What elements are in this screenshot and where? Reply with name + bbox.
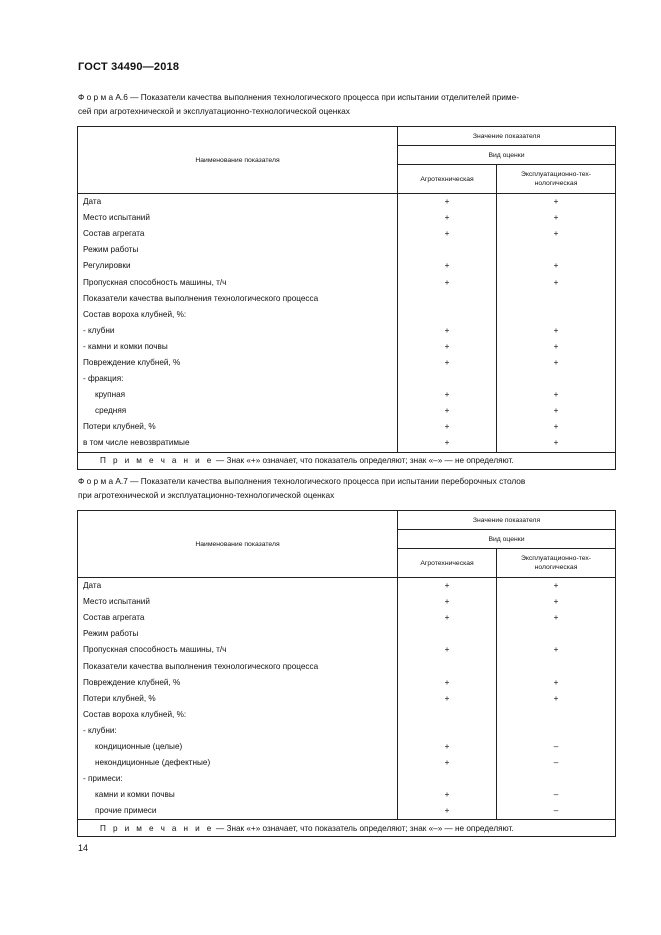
operational-mark: + <box>497 339 616 355</box>
indicator-name: Состав вороха клубней, %: <box>78 707 398 723</box>
form-a7-note <box>78 820 616 837</box>
indicator-name: средняя <box>78 403 398 419</box>
indicator-name: Состав вороха клубней, %: <box>78 307 398 323</box>
agrotechnical-mark: + <box>398 403 497 419</box>
indicator-name: Место испытаний <box>78 594 398 610</box>
operational-mark <box>497 291 616 307</box>
header-agrotechnical: Агротехническая <box>398 549 497 578</box>
indicator-name: Состав агрегата <box>78 610 398 626</box>
indicator-name: Регулировки <box>78 258 398 274</box>
agrotechnical-mark: + <box>398 435 497 452</box>
operational-mark: + <box>497 578 616 595</box>
indicator-name: Состав агрегата <box>78 226 398 242</box>
agrotechnical-mark: + <box>398 323 497 339</box>
table-row <box>78 739 616 755</box>
indicator-name: некондиционные (дефектные) <box>78 755 398 771</box>
agrotechnical-mark <box>398 658 497 674</box>
table-row <box>78 675 616 691</box>
header-operational-line1: Эксплуатационно-тех- <box>520 555 592 562</box>
indicator-name: Пропускная способность машины, т/ч <box>78 274 398 290</box>
indicator-name: в том числе невозвратимые <box>78 435 398 452</box>
operational-mark <box>497 658 616 674</box>
table-row <box>78 787 616 803</box>
operational-mark: – <box>497 787 616 803</box>
table-row <box>78 658 616 674</box>
header-indicator-name: Наименование показателя <box>78 127 398 194</box>
form-a7-caption-line1: А.7 — Показатели качества выполнения технологического процесса при испытании переборочных столов <box>115 476 526 486</box>
agrotechnical-mark: + <box>398 803 497 820</box>
table-row <box>78 355 616 371</box>
operational-mark: + <box>497 594 616 610</box>
table-row <box>78 610 616 626</box>
indicator-name: Потери клубней, % <box>78 691 398 707</box>
table-row <box>78 594 616 610</box>
indicator-name: кондиционные (целые) <box>78 739 398 755</box>
note-prefix: П р и м е ч а н и е <box>100 823 214 833</box>
table-row <box>78 707 616 723</box>
table-row <box>78 323 616 339</box>
agrotechnical-mark: + <box>398 642 497 658</box>
agrotechnical-mark: + <box>398 739 497 755</box>
agrotechnical-mark: + <box>398 419 497 435</box>
form-a6-caption-line1: А.6 — Показатели качества выполнения технологического процесса при испытании отделителей приме- <box>115 92 519 102</box>
agrotechnical-mark: + <box>398 610 497 626</box>
operational-mark <box>497 707 616 723</box>
indicator-name: Повреждение клубней, % <box>78 355 398 371</box>
operational-mark <box>497 242 616 258</box>
indicator-name: Место испытаний <box>78 210 398 226</box>
indicator-name: крупная <box>78 387 398 403</box>
header-value-group: Значение показателя <box>398 511 616 530</box>
indicator-name: камни и комки почвы <box>78 787 398 803</box>
header-operational-line1: Эксплуатационно-тех- <box>520 171 592 178</box>
agrotechnical-mark: + <box>398 675 497 691</box>
operational-mark: + <box>497 274 616 290</box>
indicator-name: Показатели качества выполнения технологического процесса <box>78 291 398 307</box>
operational-mark: + <box>497 226 616 242</box>
table-row <box>78 194 616 211</box>
form-a7-caption-line2: при агротехнической и эксплуатационно-технологической оценках <box>78 489 335 500</box>
note-prefix: П р и м е ч а н и е <box>100 456 214 465</box>
agrotechnical-mark: + <box>398 355 497 371</box>
agrotechnical-mark: + <box>398 210 497 226</box>
indicator-name: Повреждение клубней, % <box>78 675 398 691</box>
agrotechnical-mark: + <box>398 691 497 707</box>
operational-mark: + <box>497 691 616 707</box>
operational-mark <box>497 723 616 739</box>
header-operational-line2: нологическая <box>534 180 578 187</box>
form-a6-note <box>78 452 616 469</box>
operational-mark: + <box>497 610 616 626</box>
operational-mark <box>497 371 616 387</box>
indicator-name: Потери клубней, % <box>78 419 398 435</box>
note-text: — Знак «+» означает, что показатель определяют; знак «–» — не определяют. <box>216 456 514 465</box>
table-row <box>78 226 616 242</box>
table-row <box>78 626 616 642</box>
indicator-name: Режим работы <box>78 626 398 642</box>
table-row <box>78 403 616 419</box>
agrotechnical-mark: + <box>398 339 497 355</box>
operational-mark <box>497 626 616 642</box>
document-title: ГОСТ 34490—2018 <box>78 61 180 73</box>
indicator-name: Дата <box>78 578 398 595</box>
header-operational <box>497 549 616 578</box>
indicator-name: Режим работы <box>78 242 398 258</box>
agrotechnical-mark: + <box>398 194 497 211</box>
header-indicator-name: Наименование показателя <box>78 511 398 578</box>
agrotechnical-mark <box>398 291 497 307</box>
header-value-group: Значение показателя <box>398 127 616 146</box>
table-row <box>78 371 616 387</box>
table-row <box>78 642 616 658</box>
operational-mark: + <box>497 419 616 435</box>
indicator-name: прочие примеси <box>78 803 398 820</box>
table-row <box>78 755 616 771</box>
indicator-name: Дата <box>78 194 398 211</box>
agrotechnical-mark <box>398 771 497 787</box>
table-row <box>78 291 616 307</box>
agrotechnical-mark: + <box>398 787 497 803</box>
table-row <box>78 307 616 323</box>
table-row <box>78 210 616 226</box>
agrotechnical-mark <box>398 723 497 739</box>
header-operational <box>497 165 616 194</box>
operational-mark <box>497 771 616 787</box>
operational-mark: + <box>497 355 616 371</box>
operational-mark <box>497 307 616 323</box>
header-assessment-type: Вид оценки <box>398 530 616 549</box>
indicator-name: - примеси: <box>78 771 398 787</box>
table-row <box>78 419 616 435</box>
agrotechnical-mark <box>398 242 497 258</box>
indicator-name: - фракция: <box>78 371 398 387</box>
table-row <box>78 242 616 258</box>
operational-mark: + <box>497 387 616 403</box>
operational-mark: – <box>497 803 616 820</box>
table-row <box>78 803 616 820</box>
operational-mark: + <box>497 323 616 339</box>
table-row <box>78 339 616 355</box>
operational-mark: – <box>497 755 616 771</box>
agrotechnical-mark: + <box>398 274 497 290</box>
agrotechnical-mark <box>398 307 497 323</box>
operational-mark: + <box>497 403 616 419</box>
agrotechnical-mark <box>398 626 497 642</box>
form-a6-table <box>77 126 616 470</box>
operational-mark: + <box>497 210 616 226</box>
table-row <box>78 723 616 739</box>
agrotechnical-mark: + <box>398 387 497 403</box>
header-operational-line2: нологическая <box>534 564 578 571</box>
form-a7-caption-prefix: Ф о р м а <box>78 476 114 486</box>
form-a7-table <box>77 510 616 837</box>
operational-mark: + <box>497 642 616 658</box>
agrotechnical-mark: + <box>398 578 497 595</box>
operational-mark: + <box>497 194 616 211</box>
page-number: 14 <box>78 843 89 853</box>
operational-mark: + <box>497 675 616 691</box>
table-row <box>78 274 616 290</box>
form-a7-caption <box>78 475 614 502</box>
table-row <box>78 578 616 595</box>
agrotechnical-mark: + <box>398 755 497 771</box>
agrotechnical-mark <box>398 371 497 387</box>
agrotechnical-mark <box>398 707 497 723</box>
operational-mark: + <box>497 258 616 274</box>
agrotechnical-mark: + <box>398 226 497 242</box>
indicator-name: - клубни: <box>78 723 398 739</box>
form-a6-caption <box>78 91 614 118</box>
header-assessment-type: Вид оценки <box>398 146 616 165</box>
header-agrotechnical: Агротехническая <box>398 165 497 194</box>
indicator-name: - камни и комки почвы <box>78 339 398 355</box>
agrotechnical-mark: + <box>398 594 497 610</box>
indicator-name: Пропускная способность машины, т/ч <box>78 642 398 658</box>
table-row <box>78 435 616 452</box>
table-row <box>78 691 616 707</box>
indicator-name: Показатели качества выполнения технологического процесса <box>78 658 398 674</box>
indicator-name: - клубни <box>78 323 398 339</box>
table-row <box>78 387 616 403</box>
operational-mark: + <box>497 435 616 452</box>
form-a6-caption-line2: сей при агротехнической и эксплуатационно-технологической оценках <box>78 105 350 116</box>
table-row <box>78 771 616 787</box>
table-row <box>78 258 616 274</box>
agrotechnical-mark: + <box>398 258 497 274</box>
form-a6-caption-prefix: Ф о р м а <box>78 92 114 102</box>
operational-mark: – <box>497 739 616 755</box>
note-text: — Знак «+» означает, что показатель определяют; знак «–» — не определяют. <box>216 823 514 833</box>
